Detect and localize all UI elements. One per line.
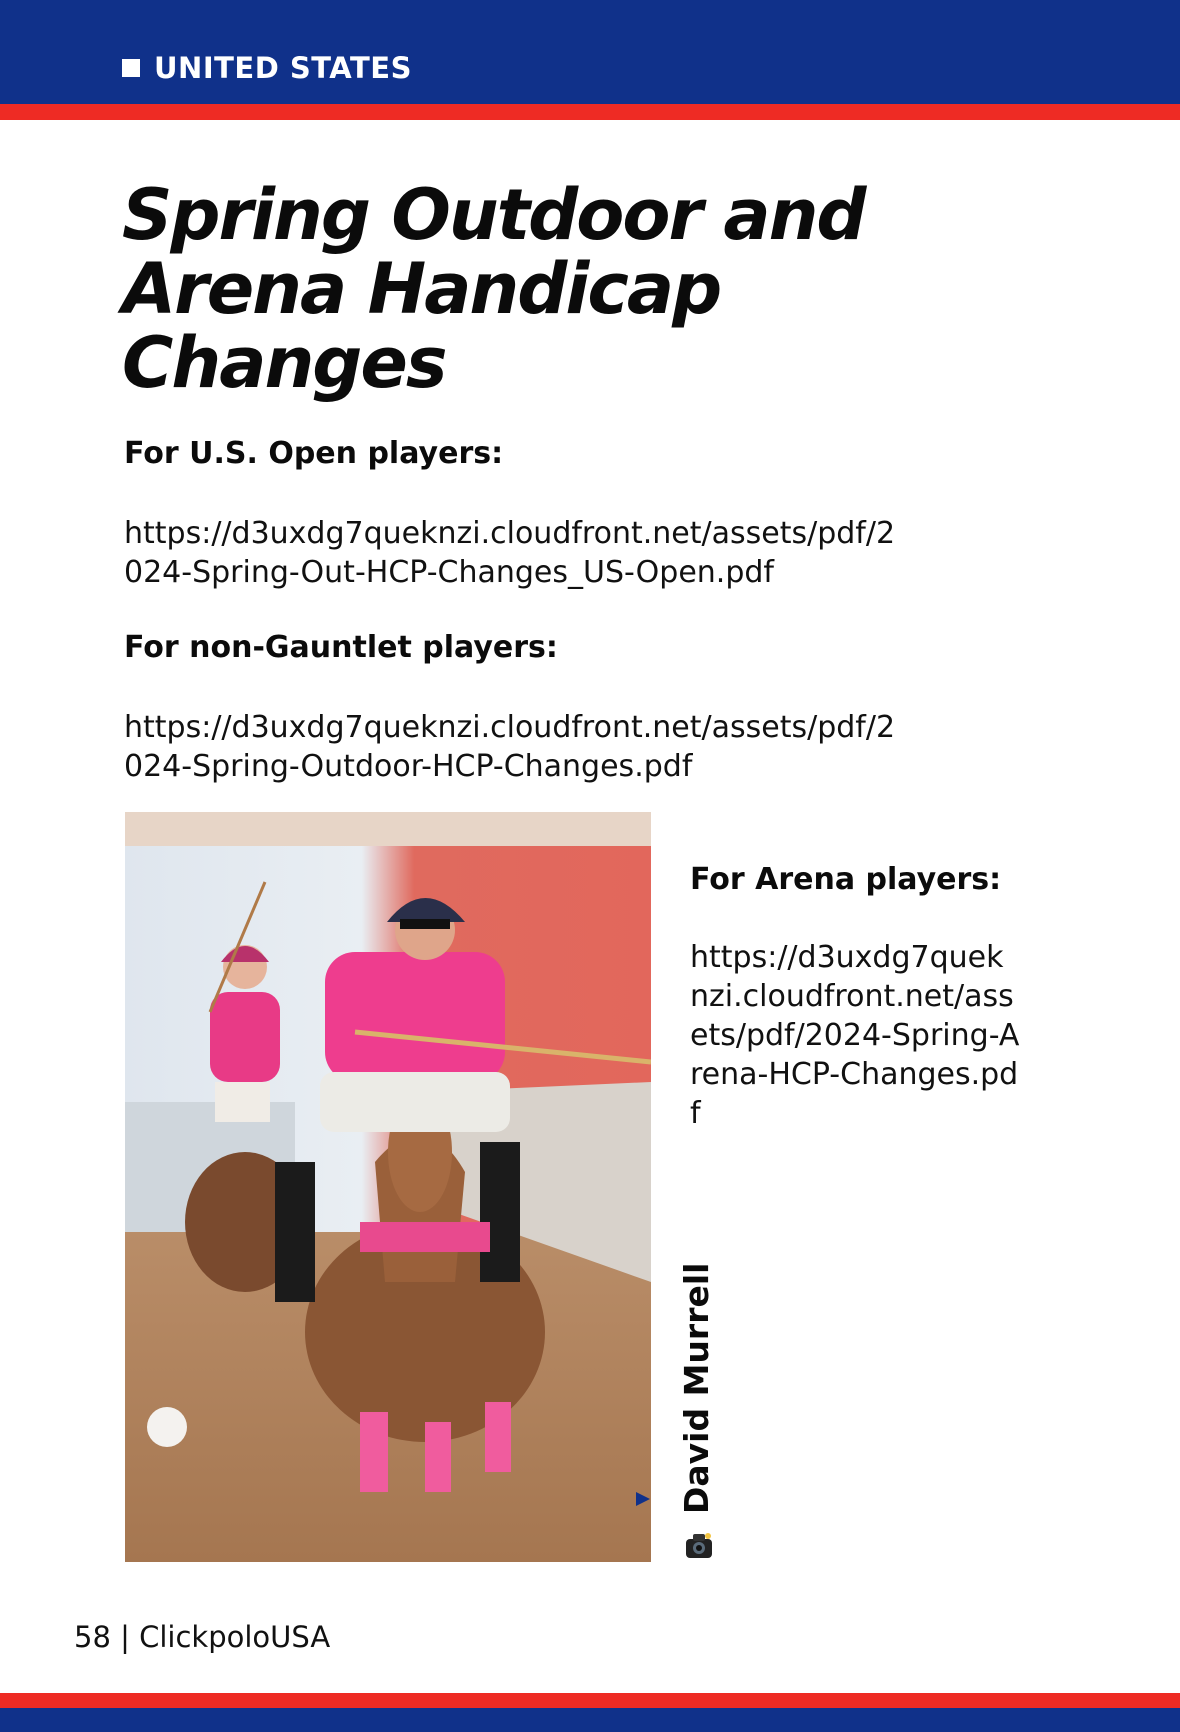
us-open-link[interactable]: https://d3uxdg7queknzi.cloudfront.net/assets/pdf/2024-Spring-Out-HCP-Changes_US-Open.pdf <box>124 516 896 590</box>
header-stripe <box>0 104 1180 120</box>
polo-photo-illustration <box>125 812 651 1562</box>
footer-stripe <box>0 1693 1180 1708</box>
section-label <box>122 48 412 88</box>
us-open-heading: For U.S. Open players: <box>124 436 504 471</box>
arena-link[interactable]: https://d3uxdg7queknzi.cloudfront.net/assets/pdf/2024-Spring-Arena-HCP-Changes.pdf <box>690 940 1020 1131</box>
article-title: Spring Outdoor and Arena Handicap Changes <box>122 174 865 404</box>
page-footer: 58 | ClickpoloUSA <box>74 1620 331 1654</box>
photo-credit-name: David Murrell <box>677 1262 716 1514</box>
non-gauntlet-link[interactable]: https://d3uxdg7queknzi.cloudfront.net/assets/pdf/2024-Spring-Outdoor-HCP-Changes.pdf <box>124 710 896 784</box>
play-arrow-icon <box>636 1492 650 1506</box>
square-bullet-icon <box>122 59 140 77</box>
arena-heading: For Arena players: <box>690 862 1002 897</box>
section-label-text: UNITED STATES <box>154 51 412 85</box>
polo-photo <box>125 812 651 1562</box>
non-gauntlet-heading: For non-Gauntlet players: <box>124 630 558 665</box>
camera-icon <box>684 1530 714 1560</box>
photo-credit <box>672 1255 722 1555</box>
footer-band <box>0 1708 1180 1732</box>
